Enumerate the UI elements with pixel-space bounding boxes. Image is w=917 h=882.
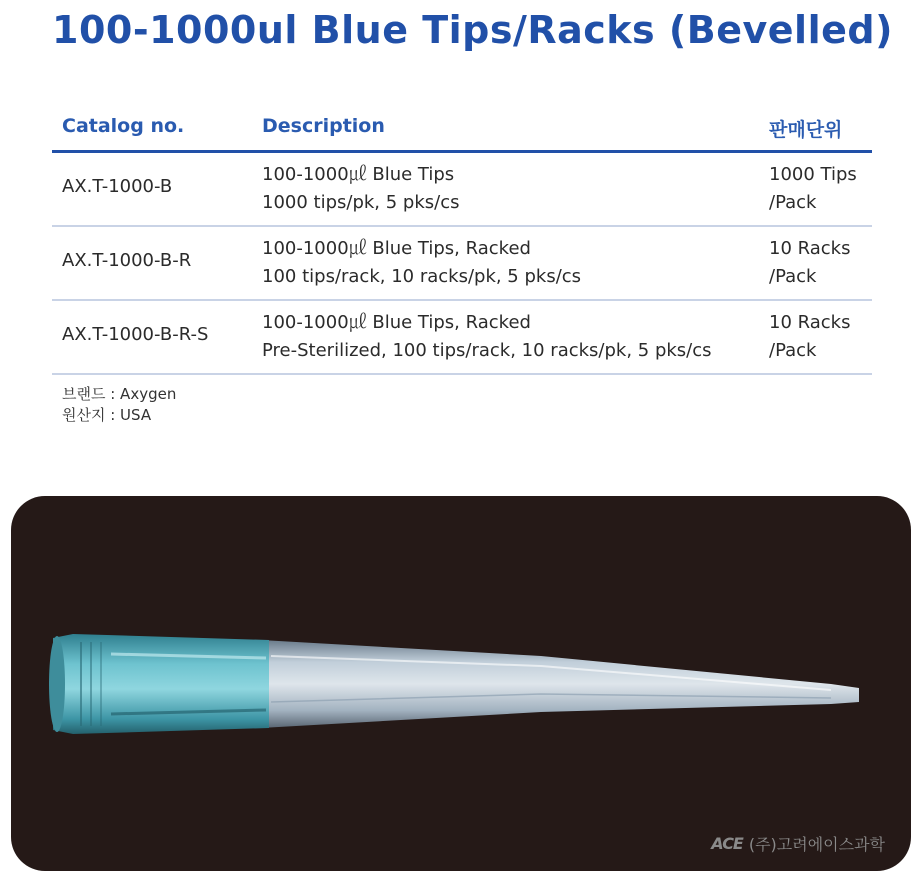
product-notes <box>62 384 176 426</box>
origin-note: 원산지 : USA <box>62 406 152 424</box>
tip-collar <box>53 634 269 734</box>
catalog-number: AX.T-1000-B-R <box>62 250 192 271</box>
unit-line-2: /Pack <box>769 266 817 287</box>
description <box>262 161 460 217</box>
pipette-tip-illustration <box>11 496 911 871</box>
unit-line-2: /Pack <box>769 340 817 361</box>
unit-line-1: 10 Racks <box>769 238 851 259</box>
product-photo <box>11 496 911 871</box>
catalog-number: AX.T-1000-B-R-S <box>62 324 209 345</box>
sales-unit <box>769 309 850 365</box>
unit-line-1: 1000 Tips <box>769 164 857 185</box>
page-title: 100-1000ul Blue Tips/Racks (Bevelled) <box>52 8 893 52</box>
table-row <box>52 301 872 375</box>
description <box>262 235 581 291</box>
description <box>262 309 712 365</box>
unit-line-2: /Pack <box>769 192 817 213</box>
description-line-2: Pre-Sterilized, 100 tips/rack, 10 racks/pk, 5 pks/cs <box>262 340 712 361</box>
table-row <box>52 227 872 301</box>
description-line-1: 100-1000㎕ Blue Tips <box>262 164 455 185</box>
table-header <box>52 106 872 153</box>
company-name: (주)고려에이스과학 <box>748 835 885 854</box>
description-line-1: 100-1000㎕ Blue Tips, Racked <box>262 238 531 259</box>
header-unit: 판매단위 <box>769 119 843 141</box>
description-line-1: 100-1000㎕ Blue Tips, Racked <box>262 312 531 333</box>
header-description: Description <box>262 115 385 137</box>
description-line-2: 1000 tips/pk, 5 pks/cs <box>262 192 460 213</box>
brand-note: 브랜드 : Axygen <box>62 385 177 403</box>
company-logo: ACE <box>711 834 743 853</box>
sales-unit <box>769 161 857 217</box>
spec-table <box>52 106 872 375</box>
table-row <box>52 153 872 227</box>
header-catalog: Catalog no. <box>62 115 185 137</box>
catalog-number: AX.T-1000-B <box>62 176 173 197</box>
tip-opening <box>49 636 65 732</box>
watermark <box>711 832 885 855</box>
sales-unit <box>769 235 850 291</box>
unit-line-1: 10 Racks <box>769 312 851 333</box>
description-line-2: 100 tips/rack, 10 racks/pk, 5 pks/cs <box>262 266 582 287</box>
